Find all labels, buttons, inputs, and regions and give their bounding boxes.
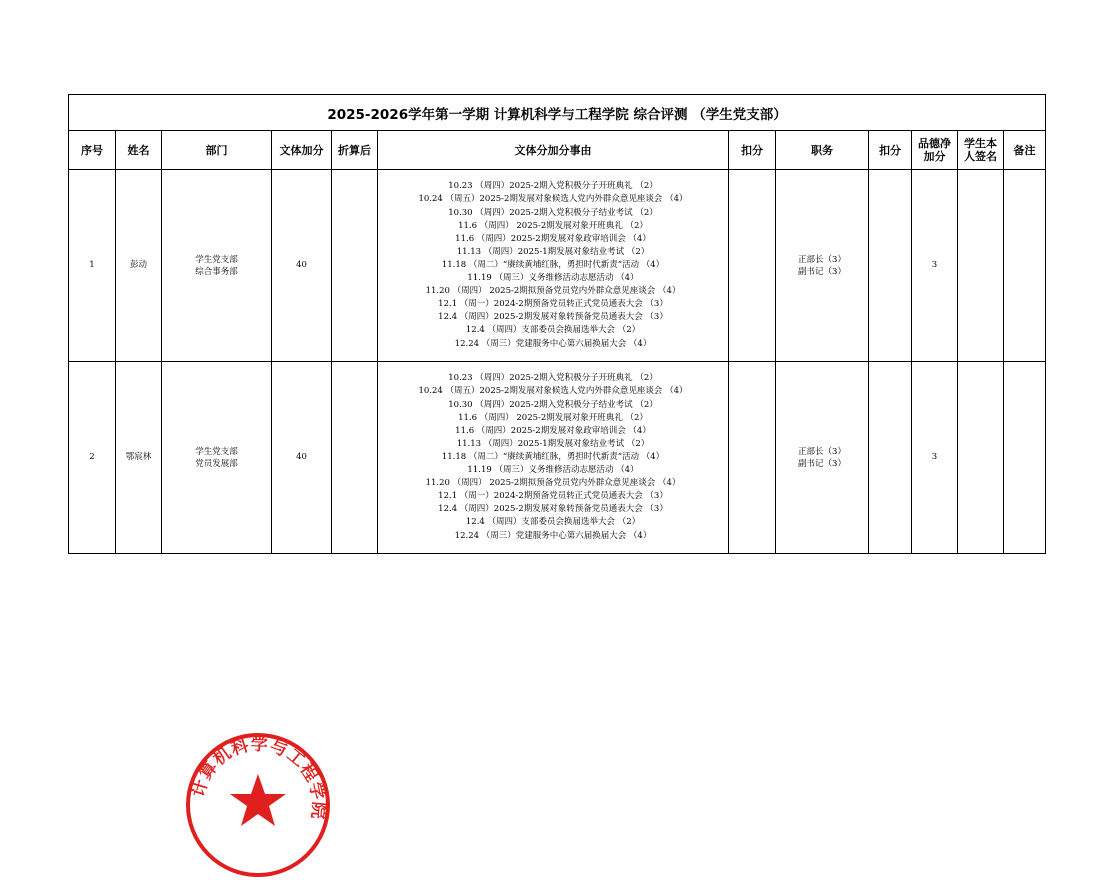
- header-dept: 部门: [162, 131, 272, 170]
- row-reasons-line: 11.20 （周四） 2025-2期拟预备党员党内外群众意见座谈会 （4）: [425, 286, 681, 297]
- row-reasons-line: 11.6 （周四）2025-2期发展对象政审培训会 （4）: [455, 233, 651, 244]
- header-deduct: 扣分: [729, 131, 776, 170]
- row-reasons-line: 12.1 （周一）2024-2期预备党员转正式党员通表大会 （3）: [438, 491, 668, 502]
- header-row: [69, 131, 1046, 170]
- row-duty-line: 副书记（3）: [798, 458, 846, 469]
- row-reasons-line: 10.30 （周四）2025-2期入党积极分子结业考试 （2）: [448, 207, 658, 218]
- row-dept: [162, 170, 272, 362]
- row-reasons-line: 12.4 （周四）支部委员会换届选举大会 （2）: [465, 325, 641, 336]
- row-reasons-line: 11.13 （周四）2025-1期发展对象结业考试 （2）: [456, 438, 650, 449]
- row-reasons-line: 12.24 （周三）党建服务中心第六届换届大会 （4）: [454, 530, 652, 541]
- row-reasons-line: 11.6 （周四） 2025-2期发展对象开班典礼 （2）: [458, 412, 648, 423]
- row-duty: [776, 362, 869, 554]
- row-reasons-line: 10.30 （周四）2025-2期入党积极分子结业考试 （2）: [448, 399, 658, 410]
- row-reasons-line: 12.4 （周四）支部委员会换届选举大会 （2）: [465, 517, 641, 528]
- row-remark: [1004, 362, 1046, 554]
- row-reasons-line: 11.6 （周四）2025-2期发展对象政审培训会 （4）: [455, 425, 651, 436]
- row-reasons-line: 11.20 （周四） 2025-2期拟预备党员党内外群众意见座谈会 （4）: [425, 478, 681, 489]
- header-duty: 职务: [776, 131, 869, 170]
- row-reasons-line: 10.23 （周四）2025-2期入党积极分子开班典礼 （2）: [448, 373, 658, 384]
- header-moral-net-line1: 品德净: [918, 137, 951, 150]
- row-reasons: [378, 170, 729, 362]
- row-reasons-line: 12.24 （周三）党建服务中心第六届换届大会 （4）: [454, 338, 652, 349]
- row-signature: [958, 170, 1004, 362]
- row-remark: [1004, 170, 1046, 362]
- row-index: 2: [69, 362, 116, 554]
- header-signature-line2: 人签名: [964, 150, 997, 163]
- row-reasons-line: 11.18 （周二）“赓续黄埔红脉，勇担时代新责”活动 （4）: [441, 451, 665, 462]
- header-index: 序号: [69, 131, 116, 170]
- header-converted: 折算后: [332, 131, 378, 170]
- row-signature: [958, 362, 1004, 554]
- row-deduct: [729, 170, 776, 362]
- header-signature: [958, 131, 1004, 170]
- row-dept-line: 综合事务部: [195, 266, 238, 277]
- row-reasons-line: 11.13 （周四）2025-1期发展对象结业考试 （2）: [456, 246, 650, 257]
- row-duty: [776, 170, 869, 362]
- row-dept-line: 党员发展部: [195, 458, 238, 469]
- row-culture-score: 40: [272, 362, 332, 554]
- row-reasons-line: 10.23 （周四）2025-2期入党积极分子开班典礼 （2）: [448, 181, 658, 192]
- row-reasons: [378, 362, 729, 554]
- row-reasons-line: 12.1 （周一）2024-2期预备党员转正式党员通表大会 （3）: [438, 299, 668, 310]
- row-deduct-2: [869, 362, 912, 554]
- header-name: 姓名: [116, 131, 162, 170]
- row-reasons-line: 12.4 （周四）2025-2期发展对象转预备党员通表大会 （3）: [438, 312, 668, 323]
- header-moral-net-line2: 加分: [923, 150, 946, 163]
- row-index: 1: [69, 170, 116, 362]
- row-reasons-line: 11.19 （周三）义务维修活动志愿活动 （4）: [467, 465, 639, 476]
- evaluation-table: [68, 94, 1046, 554]
- row-duty-line: 副书记（3）: [798, 266, 846, 277]
- row-duty-line: 正部长（3）: [798, 254, 846, 265]
- row-name: 彭动: [116, 170, 162, 362]
- row-converted: [332, 170, 378, 362]
- row-name: 鄂宸林: [116, 362, 162, 554]
- header-reasons: 文体分加分事由: [378, 131, 729, 170]
- row-moral-net: 3: [912, 170, 958, 362]
- header-deduct-2: 扣分: [869, 131, 912, 170]
- seal-star-icon: [230, 774, 286, 826]
- header-moral-net: [912, 131, 958, 170]
- row-reasons-line: 10.24 （周五）2025-2期发展对象候选人党内外群众意见座谈会 （4）: [418, 194, 688, 205]
- row-converted: [332, 362, 378, 554]
- row-duty-line: 正部长（3）: [798, 446, 846, 457]
- row-reasons-line: 11.19 （周三）义务维修活动志愿活动 （4）: [467, 273, 639, 284]
- row-moral-net: 3: [912, 362, 958, 554]
- row-reasons-line: 11.18 （周二）“赓续黄埔红脉，勇担时代新责”活动 （4）: [441, 259, 665, 270]
- row-dept-line: 学生党支部: [195, 254, 238, 265]
- seal-text: 计算机科学与工程学院: [188, 734, 329, 821]
- header-culture-score: 文体加分: [272, 131, 332, 170]
- row-dept: [162, 362, 272, 554]
- row-deduct-2: [869, 170, 912, 362]
- page-title: 2025-2026学年第一学期 计算机科学与工程学院 综合评测 （学生党支部）: [69, 95, 1046, 131]
- row-dept-line: 学生党支部: [195, 446, 238, 457]
- row-reasons-line: 11.6 （周四） 2025-2期发展对象开班典礼 （2）: [458, 220, 648, 231]
- header-signature-line1: 学生本: [964, 137, 997, 150]
- table-row: [69, 362, 1046, 554]
- row-reasons-line: 12.4 （周四）2025-2期发展对象转预备党员通表大会 （3）: [438, 504, 668, 515]
- row-culture-score: 40: [272, 170, 332, 362]
- row-reasons-line: 10.24 （周五）2025-2期发展对象候选人党内外群众意见座谈会 （4）: [418, 386, 688, 397]
- college-seal: [183, 730, 333, 880]
- row-deduct: [729, 362, 776, 554]
- header-remark: 备注: [1004, 131, 1046, 170]
- table-row: [69, 170, 1046, 362]
